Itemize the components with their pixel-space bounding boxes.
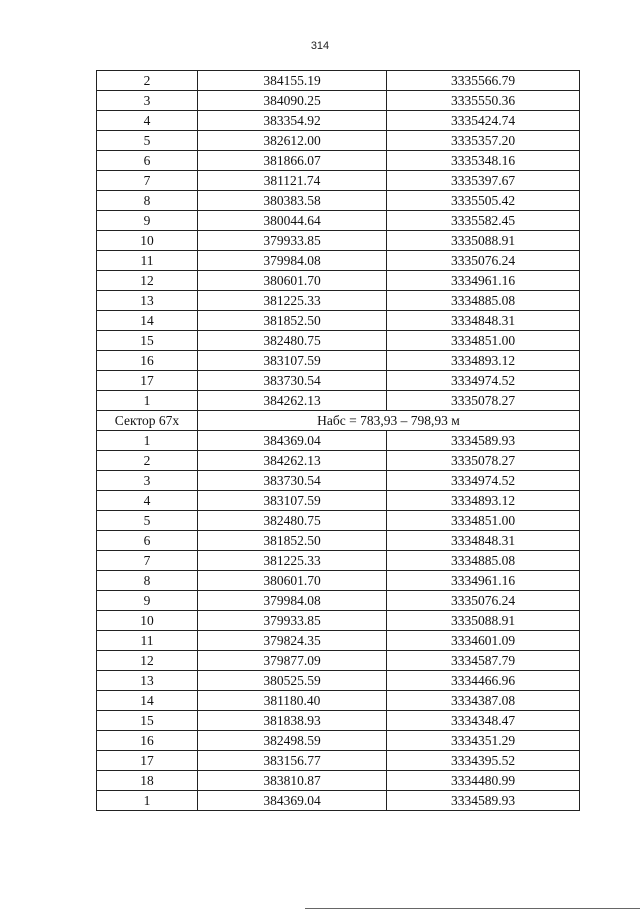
y-coordinate-cell: 3334395.52	[387, 751, 580, 771]
x-coordinate-cell: 381838.93	[198, 711, 387, 731]
point-number-cell: 3	[97, 91, 198, 111]
y-coordinate-cell: 3334893.12	[387, 351, 580, 371]
y-coordinate-cell: 3334851.00	[387, 511, 580, 531]
y-coordinate-cell: 3334851.00	[387, 331, 580, 351]
table-row	[97, 791, 580, 811]
y-coordinate-cell: 3334961.16	[387, 571, 580, 591]
y-coordinate-cell: 3334848.31	[387, 531, 580, 551]
point-number-cell: 11	[97, 631, 198, 651]
y-coordinate-cell: 3335076.24	[387, 251, 580, 271]
table-row	[97, 431, 580, 451]
y-coordinate-cell: 3334348.47	[387, 711, 580, 731]
x-coordinate-cell: 383730.54	[198, 471, 387, 491]
table-row	[97, 511, 580, 531]
point-number-cell: 8	[97, 571, 198, 591]
sector-label: Сектор 67х	[97, 411, 198, 431]
y-coordinate-cell: 3335078.27	[387, 451, 580, 471]
table-row	[97, 291, 580, 311]
point-number-cell: 16	[97, 351, 198, 371]
coordinates-table	[96, 70, 580, 811]
x-coordinate-cell: 379984.08	[198, 591, 387, 611]
y-coordinate-cell: 3335424.74	[387, 111, 580, 131]
table-row	[97, 531, 580, 551]
point-number-cell: 13	[97, 291, 198, 311]
table-row	[97, 211, 580, 231]
table-row	[97, 471, 580, 491]
table-row	[97, 171, 580, 191]
y-coordinate-cell: 3334466.96	[387, 671, 580, 691]
table-row	[97, 371, 580, 391]
x-coordinate-cell: 381180.40	[198, 691, 387, 711]
table-row	[97, 551, 580, 571]
y-coordinate-cell: 3334601.09	[387, 631, 580, 651]
x-coordinate-cell: 380044.64	[198, 211, 387, 231]
point-number-cell: 2	[97, 451, 198, 471]
x-coordinate-cell: 382480.75	[198, 511, 387, 531]
y-coordinate-cell: 3335088.91	[387, 231, 580, 251]
x-coordinate-cell: 384369.04	[198, 791, 387, 811]
x-coordinate-cell: 379877.09	[198, 651, 387, 671]
y-coordinate-cell: 3334587.79	[387, 651, 580, 671]
x-coordinate-cell: 380525.59	[198, 671, 387, 691]
point-number-cell: 13	[97, 671, 198, 691]
x-coordinate-cell: 380601.70	[198, 271, 387, 291]
x-coordinate-cell: 383810.87	[198, 771, 387, 791]
y-coordinate-cell: 3334893.12	[387, 491, 580, 511]
table-row	[97, 591, 580, 611]
x-coordinate-cell: 384262.13	[198, 391, 387, 411]
y-coordinate-cell: 3334351.29	[387, 731, 580, 751]
x-coordinate-cell: 379933.85	[198, 231, 387, 251]
table-row	[97, 231, 580, 251]
table-row	[97, 611, 580, 631]
x-coordinate-cell: 381225.33	[198, 551, 387, 571]
point-number-cell: 18	[97, 771, 198, 791]
x-coordinate-cell: 379984.08	[198, 251, 387, 271]
x-coordinate-cell: 383107.59	[198, 351, 387, 371]
point-number-cell: 8	[97, 191, 198, 211]
x-coordinate-cell: 379824.35	[198, 631, 387, 651]
table-row	[97, 331, 580, 351]
table-row	[97, 71, 580, 91]
table-row	[97, 111, 580, 131]
x-coordinate-cell: 383156.77	[198, 751, 387, 771]
point-number-cell: 15	[97, 711, 198, 731]
sector-elevation-range: Набс = 783,93 – 798,93 м	[198, 411, 580, 431]
point-number-cell: 12	[97, 651, 198, 671]
y-coordinate-cell: 3335348.16	[387, 151, 580, 171]
table-row	[97, 351, 580, 371]
point-number-cell: 2	[97, 71, 198, 91]
x-coordinate-cell: 381121.74	[198, 171, 387, 191]
page-bottom-rule	[305, 908, 640, 909]
table-row	[97, 771, 580, 791]
point-number-cell: 3	[97, 471, 198, 491]
point-number-cell: 1	[97, 391, 198, 411]
table-row	[97, 631, 580, 651]
x-coordinate-cell: 384155.19	[198, 71, 387, 91]
point-number-cell: 1	[97, 791, 198, 811]
x-coordinate-cell: 381852.50	[198, 311, 387, 331]
y-coordinate-cell: 3335076.24	[387, 591, 580, 611]
point-number-cell: 7	[97, 551, 198, 571]
y-coordinate-cell: 3334974.52	[387, 371, 580, 391]
table-row	[97, 251, 580, 271]
point-number-cell: 12	[97, 271, 198, 291]
x-coordinate-cell: 384369.04	[198, 431, 387, 451]
y-coordinate-cell: 3334961.16	[387, 271, 580, 291]
x-coordinate-cell: 383354.92	[198, 111, 387, 131]
point-number-cell: 17	[97, 371, 198, 391]
point-number-cell: 5	[97, 511, 198, 531]
y-coordinate-cell: 3335566.79	[387, 71, 580, 91]
table-row	[97, 651, 580, 671]
y-coordinate-cell: 3335357.20	[387, 131, 580, 151]
point-number-cell: 6	[97, 151, 198, 171]
table-row	[97, 451, 580, 471]
y-coordinate-cell: 3334589.93	[387, 791, 580, 811]
x-coordinate-cell: 383730.54	[198, 371, 387, 391]
y-coordinate-cell: 3335088.91	[387, 611, 580, 631]
point-number-cell: 5	[97, 131, 198, 151]
table-row	[97, 311, 580, 331]
table-row	[97, 711, 580, 731]
point-number-cell: 10	[97, 231, 198, 251]
table-row	[97, 491, 580, 511]
y-coordinate-cell: 3335078.27	[387, 391, 580, 411]
table-row	[97, 131, 580, 151]
x-coordinate-cell: 383107.59	[198, 491, 387, 511]
x-coordinate-cell: 384262.13	[198, 451, 387, 471]
y-coordinate-cell: 3335550.36	[387, 91, 580, 111]
x-coordinate-cell: 379933.85	[198, 611, 387, 631]
x-coordinate-cell: 381852.50	[198, 531, 387, 551]
y-coordinate-cell: 3334848.31	[387, 311, 580, 331]
y-coordinate-cell: 3334885.08	[387, 291, 580, 311]
point-number-cell: 14	[97, 691, 198, 711]
point-number-cell: 6	[97, 531, 198, 551]
table-row	[97, 751, 580, 771]
table-row	[97, 691, 580, 711]
x-coordinate-cell: 381225.33	[198, 291, 387, 311]
table-row	[97, 571, 580, 591]
point-number-cell: 15	[97, 331, 198, 351]
point-number-cell: 1	[97, 431, 198, 451]
page-number: 314	[310, 40, 330, 52]
table-row	[97, 671, 580, 691]
point-number-cell: 10	[97, 611, 198, 631]
point-number-cell: 17	[97, 751, 198, 771]
y-coordinate-cell: 3335582.45	[387, 211, 580, 231]
point-number-cell: 7	[97, 171, 198, 191]
y-coordinate-cell: 3334480.99	[387, 771, 580, 791]
table-row	[97, 151, 580, 171]
table-row	[97, 91, 580, 111]
x-coordinate-cell: 382498.59	[198, 731, 387, 751]
y-coordinate-cell: 3334885.08	[387, 551, 580, 571]
sector-header-row	[97, 411, 580, 431]
x-coordinate-cell: 381866.07	[198, 151, 387, 171]
y-coordinate-cell: 3335397.67	[387, 171, 580, 191]
point-number-cell: 4	[97, 491, 198, 511]
point-number-cell: 9	[97, 591, 198, 611]
x-coordinate-cell: 384090.25	[198, 91, 387, 111]
table-row	[97, 191, 580, 211]
x-coordinate-cell: 380383.58	[198, 191, 387, 211]
y-coordinate-cell: 3335505.42	[387, 191, 580, 211]
point-number-cell: 4	[97, 111, 198, 131]
x-coordinate-cell: 382480.75	[198, 331, 387, 351]
coordinates-table-body	[97, 71, 580, 811]
x-coordinate-cell: 382612.00	[198, 131, 387, 151]
table-row	[97, 731, 580, 751]
y-coordinate-cell: 3334387.08	[387, 691, 580, 711]
table-row	[97, 391, 580, 411]
point-number-cell: 16	[97, 731, 198, 751]
point-number-cell: 11	[97, 251, 198, 271]
point-number-cell: 9	[97, 211, 198, 231]
x-coordinate-cell: 380601.70	[198, 571, 387, 591]
y-coordinate-cell: 3334589.93	[387, 431, 580, 451]
y-coordinate-cell: 3334974.52	[387, 471, 580, 491]
table-row	[97, 271, 580, 291]
point-number-cell: 14	[97, 311, 198, 331]
